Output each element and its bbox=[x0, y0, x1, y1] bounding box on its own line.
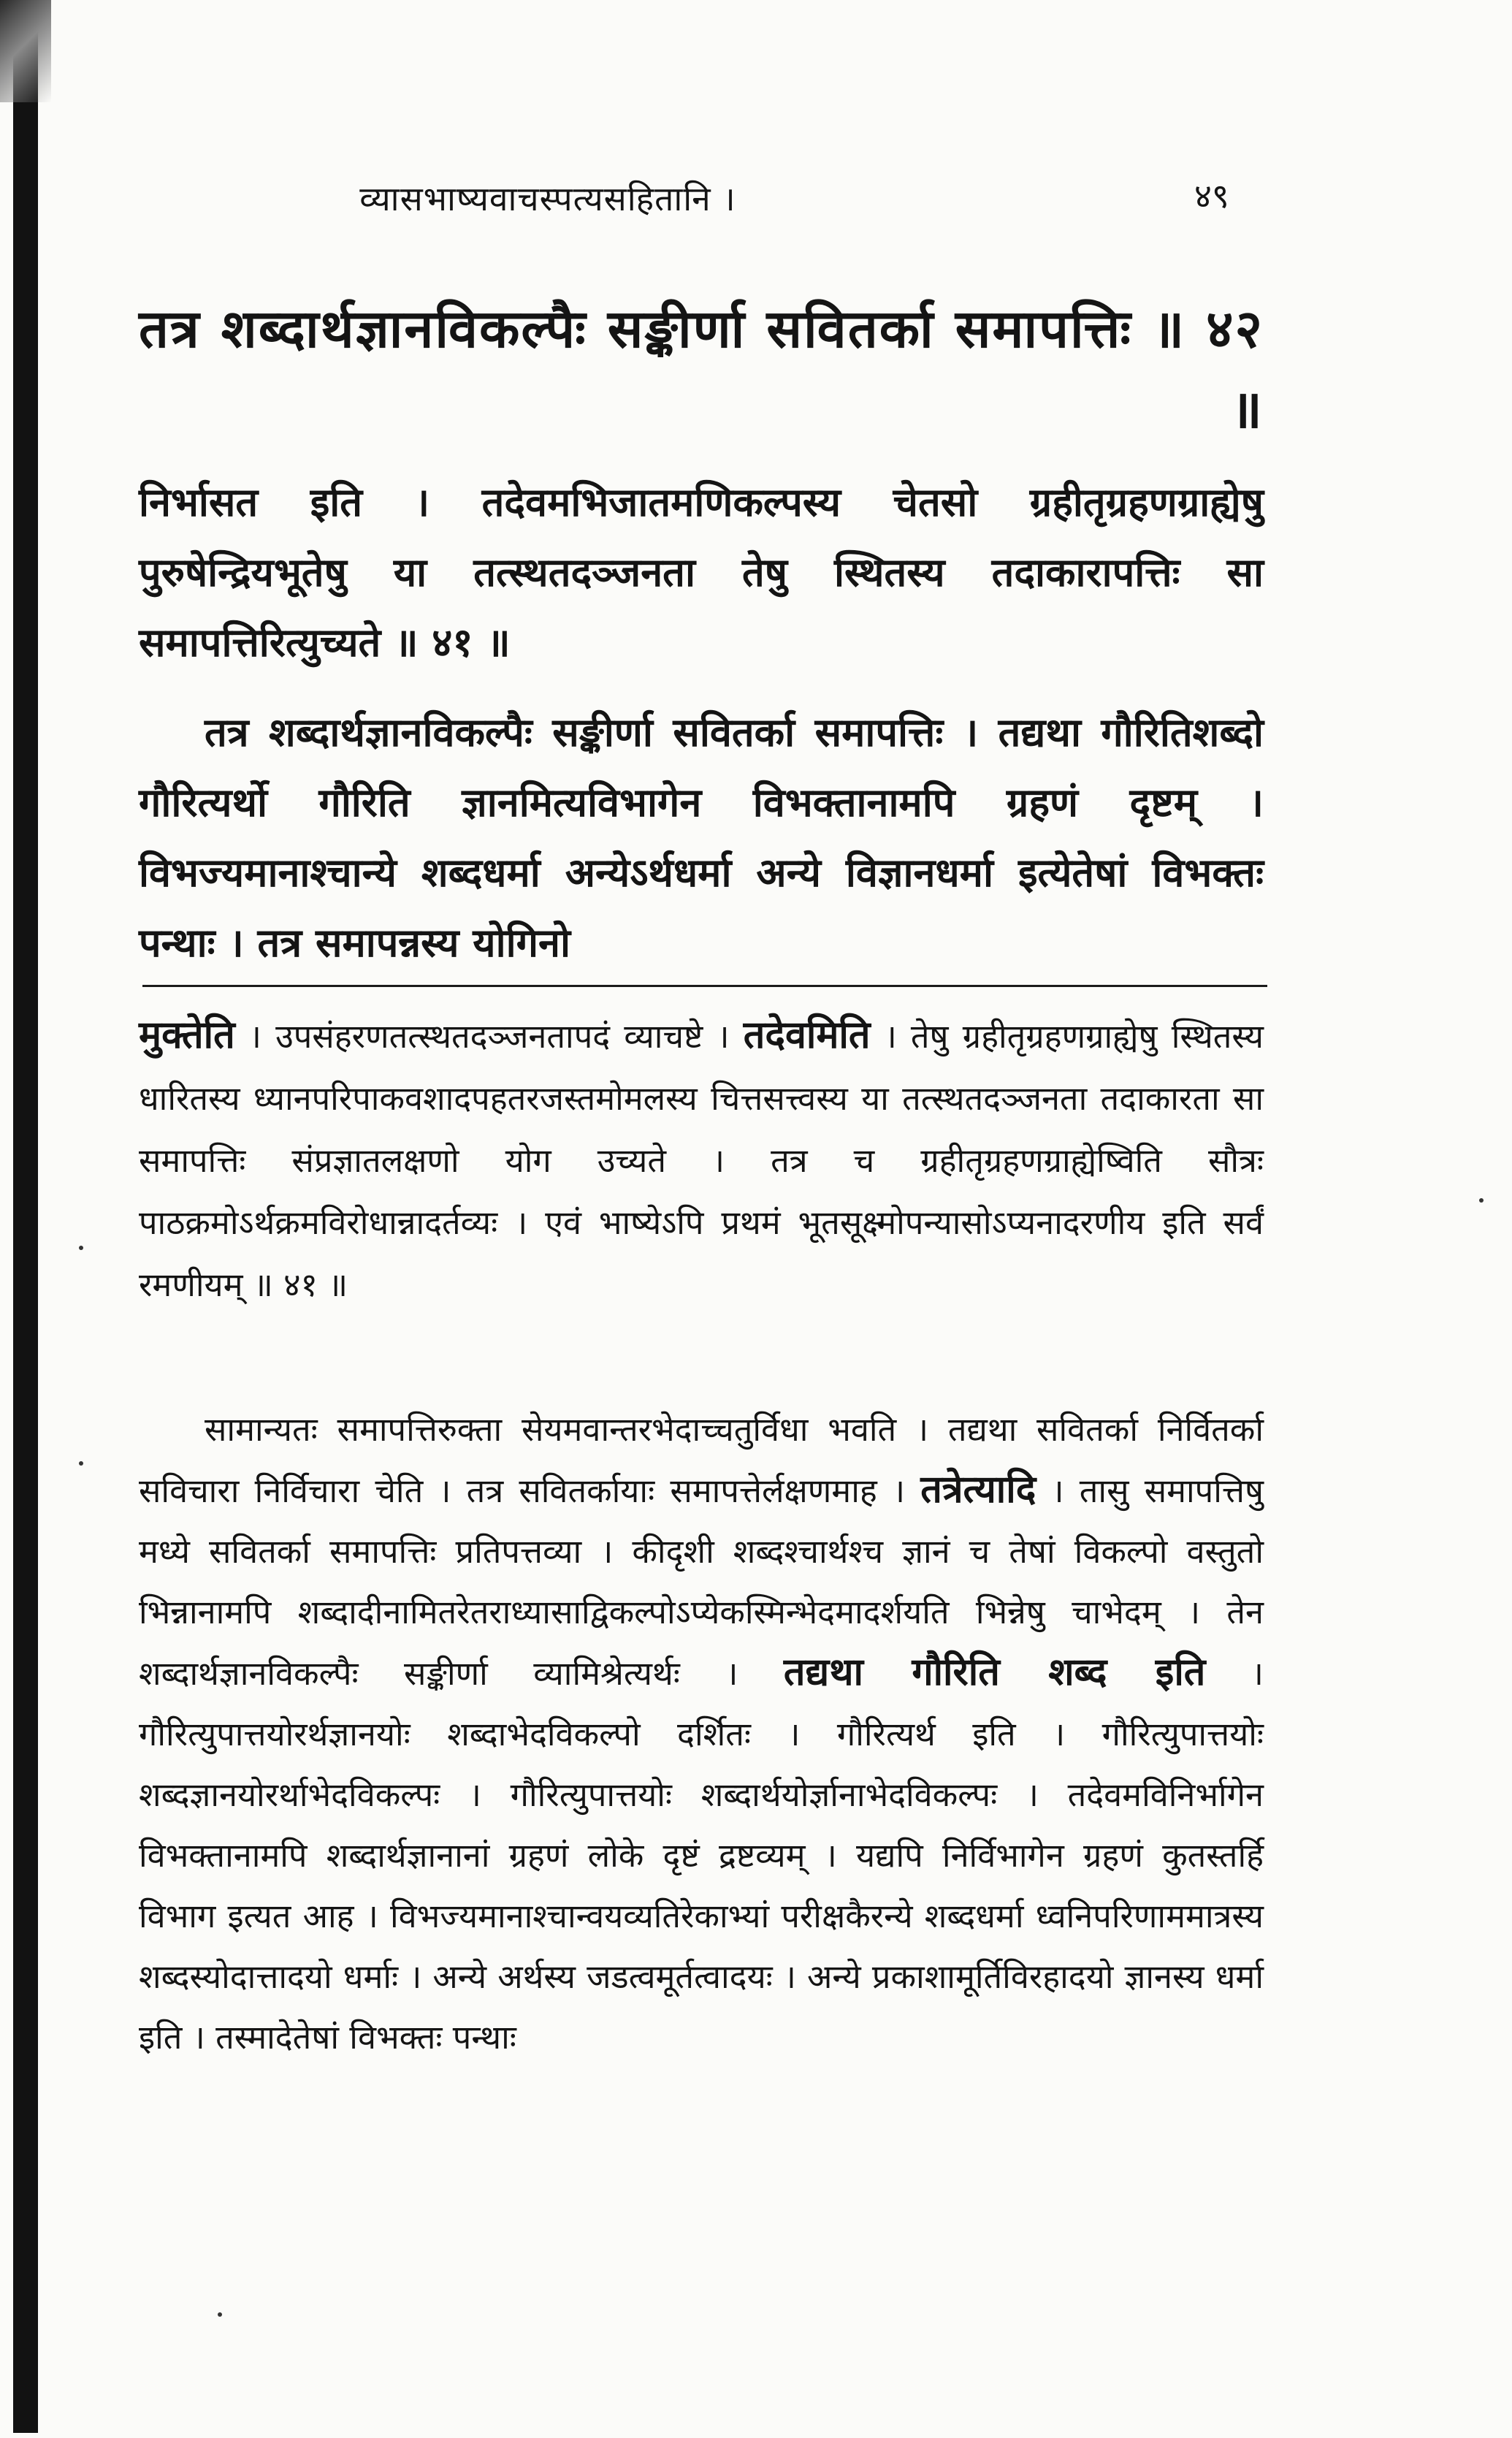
commentary-text: । तासु समापत्तिषु मध्ये सवितर्का समापत्तिः प्रतिपत्तव्या । कीदृशी शब्दश्चार्थश्च ज्ञानं च तेषां विकल्पो वस्तुतो भिन्नानामपि शब्दादीनामितरेतराध्यासाद्विकल्पोऽप्येकस्मिन्भेदमादर्शयति भिन्नेषु चाभेदम् । तेन शब्दार्थज्ञानविकल्पैः सङ्कीर्णा व्यामिश्रेत्यर्थः । bbox=[139, 1471, 1264, 1693]
commentary-text: । तेषु ग्रहीतृग्रहणग्राह्येषु स्थितस्य धारितस्य ध्यानपरिपाकवशादपहतरजस्तमोमलस्य चित्तसत्त्वस्य या तत्स्थतदञ्जनता तदाकारता सा समापत्तिः संप्रज्ञातलक्षणो योग उच्यते । तत्र च ग्रहीतृग्रहणग्राह्येष्विति सौत्रः पाठक्रमोऽर्थक्रमविरोधान्नादर्तव्यः । एवं भाष्येऽपि प्रथमं भूतसूक्ष्मोपन्यासोऽप्यनादरणीय इति सर्वं रमणीयम् ॥ ४१ ॥ bbox=[139, 1017, 1264, 1304]
commentary-current-paragraph bbox=[139, 1399, 1264, 2068]
scan-speck bbox=[79, 1461, 83, 1466]
sutra-text: तत्र शब्दार्थज्ञानविकल्पैः सङ्कीर्णा सवितर्का समापत्तिः ॥ ४२ ॥ bbox=[139, 298, 1264, 440]
bhashya-current-text: तत्र शब्दार्थज्ञानविकल्पैः सङ्कीर्णा सवितर्का समापत्तिः । तद्यथा गौरितिशब्दो गौरित्यर्थो गौरिति ज्ञानमित्यविभागेन विभक्तानामपि ग्रहणं दृष्टम् । विभज्यमानाश्चान्ये शब्दधर्मा अन्येऽर्थधर्मा अन्ये विज्ञानधर्मा इत्येतेषां विभक्तः पन्थाः । तत्र समापन्नस्य योगिनो bbox=[139, 709, 1264, 966]
commentary-text: सामान्यतः समापत्तिरुक्ता सेयमवान्तरभेदाच्चतुर्विधा भवति । तद्यथा सवितर्का निर्वितर्का सविचारा निर्विचारा चेति । तत्र सवितर्कायाः समापत्तेर्लक्षणमाह । bbox=[139, 1410, 1264, 1510]
scan-speck bbox=[1479, 1198, 1484, 1203]
commentary-previous-section bbox=[139, 1005, 1264, 1316]
commentary-text: । उपसंहरणतत्स्थतदञ्जनतापदं व्याचष्टे । bbox=[234, 1017, 744, 1056]
bhashya-previous-section bbox=[139, 468, 1264, 678]
commentary-current-section bbox=[139, 1399, 1264, 2068]
commentary-lemma: मुक्तेति bbox=[139, 1013, 235, 1057]
book-spine-edge bbox=[13, 29, 38, 2433]
commentary-lemma: तत्रेत्यादि bbox=[920, 1468, 1036, 1512]
commentary-previous-paragraph bbox=[139, 1005, 1264, 1316]
commentary-lemma: तदेवमिति bbox=[743, 1013, 871, 1057]
scan-speck bbox=[218, 2312, 222, 2317]
commentary-lemma: तद्यथा गौरिति शब्द इति bbox=[783, 1650, 1206, 1694]
bhashya-current-section bbox=[139, 698, 1264, 978]
section-divider bbox=[142, 985, 1267, 987]
running-title: व्यासभाष्यवाचस्पत्यसहितानि । bbox=[359, 179, 736, 218]
commentary-text: । गौरित्युपात्तयोरर्थज्ञानयोः शब्दाभेदविकल्पो दर्शितः । गौरित्यर्थ इति । गौरित्युपात्तयोः शब्दज्ञानयोरर्थाभेदविकल्पः । गौरित्युपात्तयोः शब्दार्थयोर्ज्ञानाभेदविकल्पः । तदेवमविनिर्भागेन विभक्तानामपि शब्दार्थज्ञानानां ग्रहणं लोके दृष्टं द्रष्टव्यम् । यद्यपि निर्विभागेन ग्रहणं कुतस्तर्हि विभाग इत्यत आह । विभज्यमानाश्चान्वयव्यतिरेकाभ्यां परीक्षकैरन्ये शब्दधर्मा ध्वनिपरिणाममात्रस्य शब्दस्योदात्तादयो धर्माः । अन्ये अर्थस्य जडत्वमूर्तत्वादयः । अन्ये प्रकाशामूर्तिविरहादयो ज्ञानस्य धर्मा इति । तस्मादेतेषां विभक्तः पन्थाः bbox=[139, 1654, 1264, 2057]
scan-shadow bbox=[0, 0, 51, 102]
page-number: ४९ bbox=[1194, 176, 1229, 216]
scan-speck bbox=[79, 1246, 83, 1250]
bhashya-previous-text: निर्भासत इति । तदेवमभिजातमणिकल्पस्य चेतसो ग्रहीतृग्रहणग्राह्येषु पुरुषेन्द्रियभूतेषु या तत्स्थतदञ्जनता तेषु स्थितस्य तदाकारापत्तिः सा समापत्तिरित्युच्यते ॥ ४१ ॥ bbox=[139, 479, 1264, 666]
